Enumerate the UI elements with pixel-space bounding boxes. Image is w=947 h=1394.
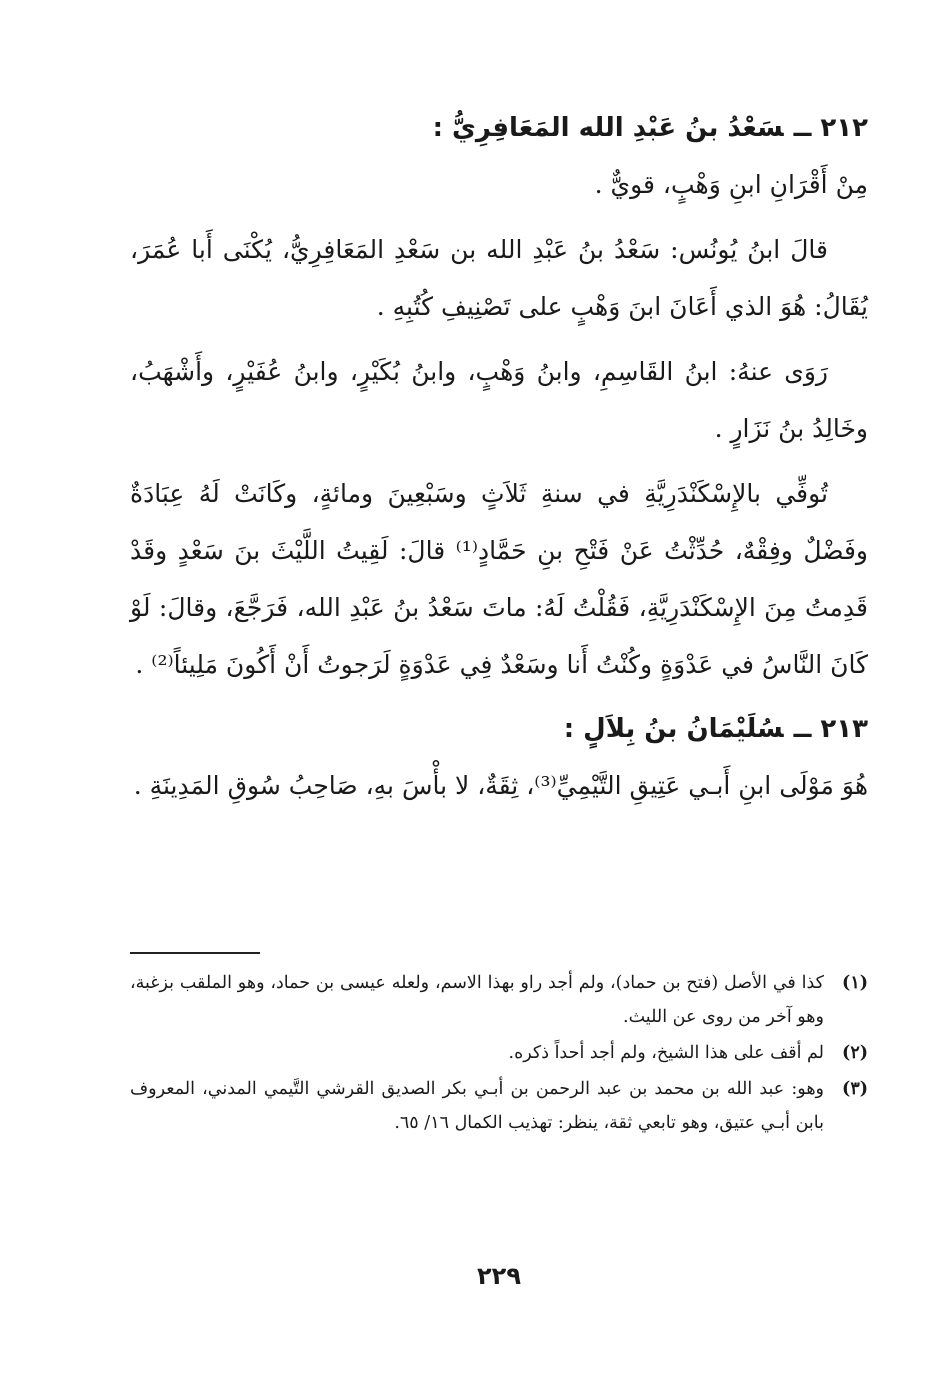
- book-page: [130, 100, 868, 1290]
- footnote: [130, 966, 868, 1034]
- entry-number: ٢١٢ ــ: [793, 113, 868, 143]
- footnote: [130, 1036, 868, 1070]
- biography-entry: [130, 701, 868, 814]
- page-number: ٢٢٩: [477, 1262, 521, 1290]
- footnote-marker: (١): [842, 973, 868, 993]
- footnotes: [130, 966, 868, 1142]
- footnote-text: لم أقف على هذا الشيخ، ولم أجد أحداً ذكره.: [508, 1043, 824, 1063]
- entry-name: سُلَيْمَانُ بنُ بِلاَلٍ :: [563, 714, 784, 744]
- entry-paragraph: مِنْ أَقْرَانِ ابنِ وَهْبٍ، قويٌّ .: [594, 170, 868, 199]
- entry-number: ٢١٣ ــ: [793, 714, 868, 744]
- footnote-text: كذا في الأصل (فتح بن حماد)، ولم أجد راو بهذا الاسم، ولعله عيسى بن حماد، وهو الملقب بزغبة، وهو آخر من روى عن الليث.: [130, 973, 824, 1027]
- biography-entry: [130, 100, 868, 693]
- footnote-separator: [130, 952, 260, 954]
- footnote-marker: (٢): [842, 1043, 868, 1063]
- entry-paragraph: تُوفِّي بالإِسْكَنْدَرِيَّةِ في سنةِ ثَلاَثٍ وسَبْعِينَ ومائةٍ، وكَانَتْ لَهُ عِبَادَةٌ وفَضْلٌ وفِقْهٌ، حُدِّثْتُ عَنْ فَتْحِ بنِ حَمَّادٍ⁽¹⁾ قالَ: لَقِيتُ اللَّيْثَ بنَ سَعْدٍ وقَدْ قَدِمتُ مِنَ الإِسْكَنْدَرِيَّةِ، فَقُلْتُ لَهُ: ماتَ سَعْدُ بنُ عَبْدِ الله، فَرَجَّعَ، وقالَ: لَوْ كَانَ النَّاسُ في عَدْوَةٍ وكُنْتُ أَنا وسَعْدٌ فِي عَدْوَةٍ لَرَجوتُ أَنْ أَكُونَ مَلِيئاً⁽²⁾ .: [130, 479, 868, 679]
- entry-heading: [130, 701, 868, 757]
- entry-paragraph: رَوَى عنهُ: ابنُ القَاسِمِ، وابنُ وَهْبٍ، وابنُ بُكَيْرٍ، وابنُ عُفَيْرٍ، وأَشْهَبُ، وخَالِدُ بنُ نَزَارٍ .: [130, 357, 868, 443]
- footnote: [130, 1072, 868, 1140]
- footnote-marker: (٣): [842, 1079, 868, 1099]
- footnote-text: وهو: عبد الله بن محمد بن عبد الرحمن بن أبـي بكر الصديق القرشي التَّيمي المدني، المعروف بابن أبـي عتيق، وهو تابعي ثقة، ينظر: تهذيب الكمال ١٦/ ٦٥.: [130, 1079, 824, 1133]
- entry-paragraph: قالَ ابنُ يُونُس: سَعْدُ بنُ عَبْدِ الله بن سَعْدِ المَعَافِرِيُّ، يُكْنَى أَبا عُمَرَ، يُقَالُ: هُوَ الذي أَعَانَ ابنَ وَهْبٍ على تَصْنِيفِ كُتُبِهِ .: [130, 235, 868, 321]
- entry-name: سَعْدُ بنُ عَبْدِ الله المَعَافِرِيُّ :: [432, 113, 784, 143]
- entry-paragraph: هُوَ مَوْلَى ابنِ أَبـي عَتِيقِ التَّيْمِيِّ⁽³⁾، ثِقَةٌ، لا بأْسَ بهِ، صَاحِبُ سُوقِ المَدِينَةِ .: [133, 771, 868, 800]
- entry-heading: [130, 100, 868, 156]
